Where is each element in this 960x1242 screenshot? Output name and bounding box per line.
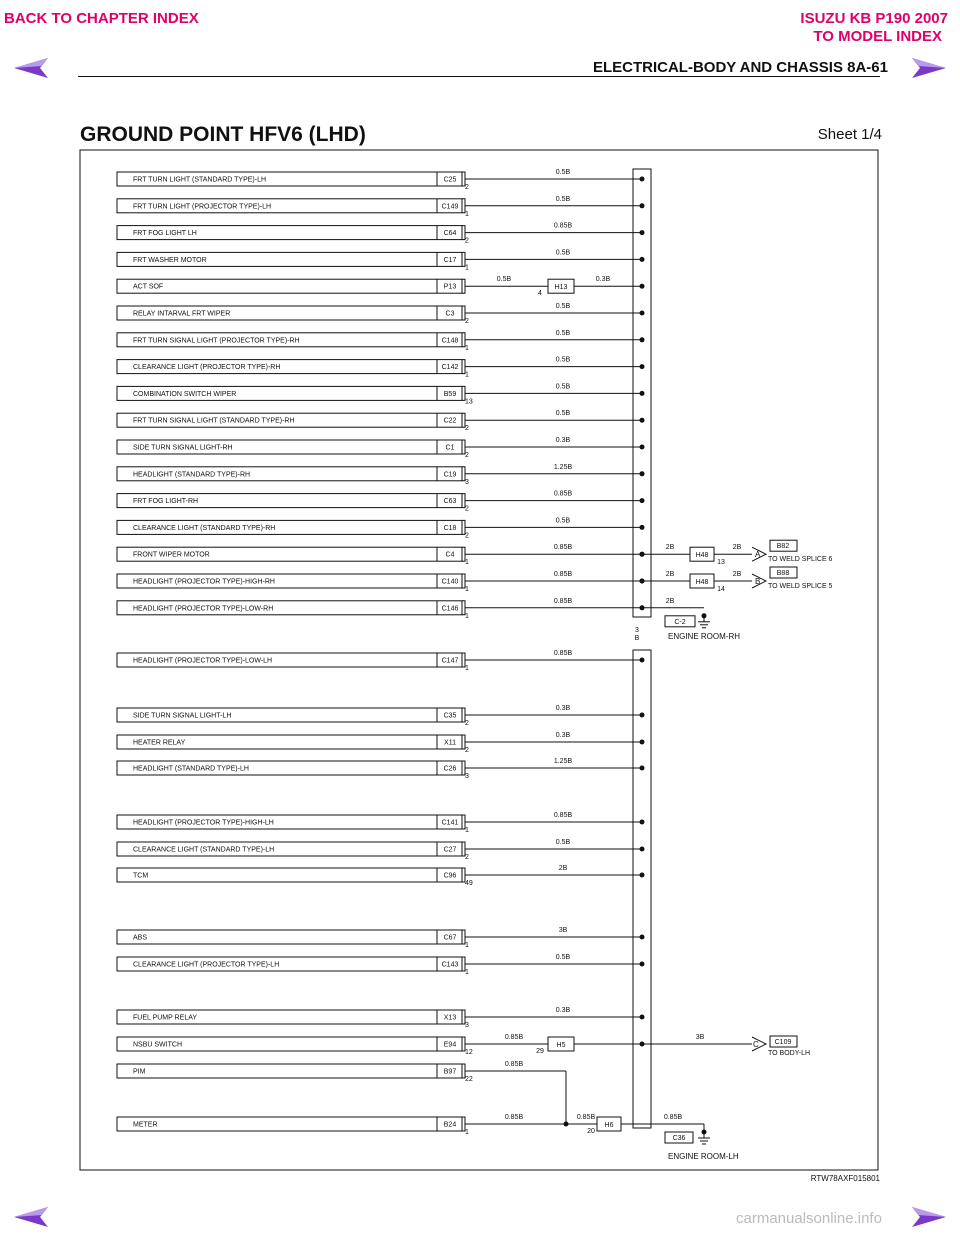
bus-pin: 3 bbox=[635, 627, 639, 634]
connector-label: C142 bbox=[441, 364, 459, 372]
component-label: FRT TURN LIGHT (STANDARD TYPE)-LH bbox=[133, 176, 267, 184]
connector-label: C149 bbox=[441, 203, 459, 211]
component-box bbox=[117, 1064, 462, 1078]
bus-junction-dot bbox=[640, 391, 645, 396]
inline-connector-label: H5 bbox=[556, 1042, 566, 1049]
component-label: ACT SOF bbox=[133, 283, 164, 291]
splice-b-letter: B bbox=[755, 577, 761, 586]
wire-size: 0.3B bbox=[555, 705, 571, 712]
bus-junction-dot bbox=[640, 257, 645, 262]
pin-number: 2 bbox=[465, 318, 469, 325]
connector-label: C27 bbox=[443, 846, 457, 854]
splice-a-desc: TO WELD SPLICE 6 bbox=[768, 556, 833, 564]
bus-letter: B bbox=[634, 635, 640, 642]
component-label: CLEARANCE LIGHT (PROJECTOR TYPE)-RH bbox=[133, 364, 281, 372]
component-label: NSBU SWITCH bbox=[133, 1041, 182, 1049]
inline-pin: 29 bbox=[536, 1048, 544, 1055]
pin-number: 2 bbox=[465, 720, 469, 727]
ground-rh-conn: C-2 bbox=[674, 618, 686, 626]
pin-number: 3 bbox=[465, 773, 469, 780]
component-label: CLEARANCE LIGHT (STANDARD TYPE)-RH bbox=[133, 524, 276, 532]
wire-size: 0.85B bbox=[553, 597, 573, 605]
pin-number: 2 bbox=[465, 532, 469, 540]
wire-size: 0.85B bbox=[553, 812, 573, 819]
pin-number: 2 bbox=[465, 747, 469, 754]
ground-rh-name: ENGINE ROOM-RH bbox=[668, 631, 740, 641]
bus-junction-dot bbox=[640, 740, 645, 745]
pin-number: 1 bbox=[465, 612, 469, 620]
wire-size: 0.3B bbox=[595, 276, 611, 284]
bus-junction-dot bbox=[640, 177, 645, 182]
bus-junction-dot bbox=[640, 311, 645, 316]
bus-junction-dot bbox=[640, 284, 645, 289]
connector-label: C18 bbox=[443, 524, 457, 532]
inline-pin: 13 bbox=[717, 559, 725, 567]
wire-size: 0.85B bbox=[504, 1061, 524, 1068]
inline-pin: 14 bbox=[717, 586, 725, 593]
pin-number: 3 bbox=[465, 1022, 469, 1029]
chapter-header: ELECTRICAL-BODY AND CHASSIS 8A-61 bbox=[592, 59, 888, 76]
connector-label: B24 bbox=[443, 1121, 457, 1129]
component-label: FUEL PUMP RELAY bbox=[133, 1014, 198, 1022]
connector-label: C140 bbox=[441, 578, 459, 586]
bus-junction-dot bbox=[640, 230, 645, 235]
bus-junction-dot bbox=[640, 498, 645, 503]
ground-lh-name: ENGINE ROOM-LH bbox=[668, 1152, 739, 1161]
inline-connector-label: H6 bbox=[604, 1122, 614, 1129]
bus-junction-dot bbox=[640, 713, 645, 718]
pin-number: 1 bbox=[465, 942, 469, 949]
component-label: FRT TURN LIGHT (PROJECTOR TYPE)-LH bbox=[133, 203, 272, 211]
wire-size: 2B bbox=[665, 544, 675, 552]
connector-label: C96 bbox=[443, 872, 457, 880]
wire-size: 0.5B bbox=[555, 249, 571, 257]
splice-dot bbox=[564, 1122, 569, 1127]
connector-label: C143 bbox=[441, 961, 459, 969]
component-box bbox=[117, 279, 462, 293]
component-label: CLEARANCE LIGHT (STANDARD TYPE)-LH bbox=[133, 846, 275, 854]
component-box bbox=[117, 868, 462, 882]
connector-label: C67 bbox=[443, 934, 457, 942]
connector-label: C148 bbox=[441, 337, 459, 345]
pin-number: 2 bbox=[465, 452, 469, 459]
connector-label: C63 bbox=[443, 498, 457, 506]
pin-number: 13 bbox=[465, 398, 473, 406]
connector-label: X11 bbox=[444, 739, 456, 747]
model-title: ISUZU KB P190 2007 bbox=[800, 10, 948, 27]
wire-size: 0.85B bbox=[504, 1034, 524, 1041]
pin-number: 2 bbox=[465, 237, 469, 245]
connector-label: X13 bbox=[443, 1014, 457, 1022]
wire-size: 3B bbox=[558, 927, 568, 934]
pin-number: 1 bbox=[465, 210, 469, 218]
watermark: carmanualsonline.info bbox=[736, 1210, 882, 1227]
wire-size: 0.85B bbox=[504, 1114, 524, 1121]
pin-number: 1 bbox=[465, 586, 469, 593]
bus-junction-dot bbox=[640, 203, 645, 208]
bus-junction-dot bbox=[640, 445, 645, 450]
wire-size: 0.5B bbox=[555, 356, 571, 364]
pin-number: 1 bbox=[465, 1129, 469, 1136]
wire-size: 0.85B bbox=[553, 222, 573, 230]
component-label: HEADLIGHT (STANDARD TYPE)-LH bbox=[133, 765, 249, 773]
bus-junction-dot bbox=[640, 962, 645, 967]
connector-label: C146 bbox=[441, 605, 459, 613]
splice-a-target: B82 bbox=[776, 543, 790, 551]
ground-bus-lh bbox=[633, 650, 651, 1128]
bus-junction-dot bbox=[640, 935, 645, 940]
wire-size: 0.3B bbox=[555, 1007, 571, 1014]
body-target: C109 bbox=[774, 1039, 792, 1046]
bus-junction-dot bbox=[640, 552, 645, 557]
page-title: GROUND POINT HFV6 (LHD) bbox=[80, 123, 366, 146]
component-label: FRT FOG LIGHT-RH bbox=[133, 498, 199, 506]
pin-number: 2 bbox=[465, 425, 469, 433]
pin-number: 12 bbox=[465, 1049, 473, 1056]
component-label: RELAY INTARVAL FRT WIPER bbox=[133, 310, 231, 318]
connector-label: C4 bbox=[445, 551, 455, 559]
pin-number: 1 bbox=[465, 827, 469, 834]
wire-size: 0.85B bbox=[663, 1114, 683, 1121]
connector-label: E94 bbox=[443, 1041, 457, 1049]
bus-junction-dot bbox=[640, 873, 645, 878]
wire-size: 2B bbox=[665, 571, 675, 578]
connector-label: C1 bbox=[445, 444, 455, 452]
bus-junction-dot bbox=[640, 418, 645, 423]
bus-junction-dot bbox=[640, 579, 645, 584]
component-label: HEADLIGHT (PROJECTOR TYPE)-LOW-RH bbox=[133, 605, 274, 613]
wire-size: 0.3B bbox=[555, 732, 571, 739]
bus-junction-dot bbox=[640, 1015, 645, 1020]
pin-number: 1 bbox=[465, 665, 469, 672]
wire-size: 2B bbox=[665, 597, 675, 605]
wire-size: 1.25B bbox=[553, 758, 573, 765]
component-label: HEADLIGHT (STANDARD TYPE)-RH bbox=[133, 471, 251, 479]
wire-size: 0.85B bbox=[576, 1114, 596, 1121]
connector-label: C17 bbox=[443, 256, 457, 264]
next-page-bottom-arrow-icon[interactable] bbox=[910, 1205, 948, 1229]
pin-number: 2 bbox=[465, 854, 469, 861]
wire-size: 0.5B bbox=[555, 303, 571, 310]
wire-size: 0.5B bbox=[555, 517, 571, 525]
connector-label: C19 bbox=[443, 471, 457, 479]
wire-size: 0.85B bbox=[553, 490, 573, 498]
component-label: SIDE TURN SIGNAL LIGHT-LH bbox=[133, 712, 232, 720]
figure-id: RTW78AXF015801 bbox=[810, 1174, 880, 1183]
pin-number: 1 bbox=[465, 371, 469, 379]
bus-junction-dot bbox=[640, 847, 645, 852]
bus-junction-dot bbox=[640, 766, 645, 771]
wire-size: 1.25B bbox=[553, 463, 573, 471]
connector-label: B97 bbox=[443, 1068, 457, 1076]
splice-a-letter: A bbox=[755, 550, 761, 560]
component-box bbox=[117, 930, 462, 944]
splice-b-desc: TO WELD SPLICE 5 bbox=[768, 583, 833, 590]
pin-number: 1 bbox=[465, 559, 469, 567]
body-letter: C bbox=[753, 1040, 759, 1049]
bus-junction-dot bbox=[640, 820, 645, 825]
pin-number: 2 bbox=[465, 184, 469, 191]
wire-size: 2B bbox=[732, 544, 742, 552]
back-to-model-index-link[interactable]: TO MODEL INDEX bbox=[813, 28, 942, 45]
wire-size: 0.3B bbox=[555, 437, 571, 444]
connector-label: B59 bbox=[443, 390, 457, 398]
component-label: HEADLIGHT (PROJECTOR TYPE)-HIGH-RH bbox=[133, 578, 275, 586]
wire-size: 0.5B bbox=[555, 839, 571, 846]
wire-size: 3B bbox=[695, 1034, 705, 1041]
wire-size: 0.5B bbox=[555, 195, 571, 203]
connector-label: C64 bbox=[443, 230, 457, 238]
wire-size: 0.5B bbox=[555, 383, 571, 391]
component-label: METER bbox=[133, 1121, 158, 1129]
pin-number: 22 bbox=[465, 1076, 473, 1083]
connector-label: C26 bbox=[443, 765, 457, 773]
component-label: HEADLIGHT (PROJECTOR TYPE)-LOW-LH bbox=[133, 657, 273, 665]
component-label: CLEARANCE LIGHT (PROJECTOR TYPE)-LH bbox=[133, 961, 280, 969]
connector-label: C147 bbox=[441, 657, 459, 665]
ground-lh-conn: C36 bbox=[672, 1135, 686, 1142]
connector-label: C25 bbox=[443, 176, 457, 184]
pin-number: 1 bbox=[465, 344, 469, 352]
pin-number: 49 bbox=[465, 880, 473, 887]
component-label: PIM bbox=[133, 1068, 146, 1076]
component-label: SIDE TURN SIGNAL LIGHT-RH bbox=[133, 444, 233, 452]
wire-size: 0.5B bbox=[555, 169, 571, 176]
connector-label: C35 bbox=[443, 712, 457, 720]
component-box bbox=[117, 1117, 462, 1131]
back-to-chapter-index-link[interactable]: BACK TO CHAPTER INDEX bbox=[4, 10, 199, 27]
wire-size: 0.5B bbox=[496, 276, 512, 284]
connector-label: C22 bbox=[443, 417, 457, 425]
wire-size: 0.85B bbox=[553, 544, 573, 552]
sheet-number: Sheet 1/4 bbox=[817, 126, 882, 143]
inline-connector-label: H48 bbox=[695, 552, 709, 560]
pin-number: 2 bbox=[465, 505, 469, 513]
connector-label: C3 bbox=[445, 310, 455, 318]
pin-number: 1 bbox=[465, 969, 469, 976]
inline-pin: 4 bbox=[538, 290, 542, 298]
inline-connector-label: H48 bbox=[695, 579, 709, 586]
previous-page-bottom-arrow-icon[interactable] bbox=[12, 1205, 50, 1229]
wire-size: 0.5B bbox=[555, 954, 571, 961]
bus-junction-dot bbox=[640, 525, 645, 530]
component-label: FRT FOG LIGHT LH bbox=[133, 230, 197, 238]
wire-size: 0.5B bbox=[555, 329, 571, 337]
splice-b-target: B88 bbox=[776, 570, 790, 577]
wire-size: 0.85B bbox=[553, 650, 573, 657]
component-label: COMBINATION SWITCH WIPER bbox=[133, 390, 237, 398]
wire-size: 0.5B bbox=[555, 410, 571, 418]
body-desc: TO BODY-LH bbox=[768, 1050, 811, 1057]
inline-pin: 20 bbox=[587, 1128, 595, 1135]
component-label: FRT TURN SIGNAL LIGHT (STANDARD TYPE)-RH bbox=[133, 417, 295, 425]
inline-connector-label: H13 bbox=[554, 284, 568, 292]
wire-size: 2B bbox=[558, 865, 568, 872]
wire-size: 2B bbox=[732, 571, 742, 578]
component-label: HEATER RELAY bbox=[133, 739, 186, 747]
bus-junction-dot bbox=[640, 471, 645, 476]
bus-junction-dot bbox=[640, 337, 645, 342]
pin-number: 3 bbox=[465, 478, 469, 486]
wire-size: 0.85B bbox=[553, 571, 573, 578]
connector-label: P13 bbox=[443, 283, 457, 291]
bus-junction-dot bbox=[640, 658, 645, 663]
bus-junction-dot bbox=[640, 364, 645, 369]
component-label: FRT TURN SIGNAL LIGHT (PROJECTOR TYPE)-RH bbox=[133, 337, 300, 345]
component-label: FRT WASHER MOTOR bbox=[133, 256, 207, 264]
component-label: ABS bbox=[133, 934, 148, 942]
pin-number: 1 bbox=[465, 264, 469, 272]
component-label: TCM bbox=[133, 872, 149, 880]
component-label: HEADLIGHT (PROJECTOR TYPE)-HIGH-LH bbox=[133, 819, 274, 827]
connector-label: C141 bbox=[441, 819, 459, 827]
component-label: FRONT WIPER MOTOR bbox=[133, 551, 210, 559]
